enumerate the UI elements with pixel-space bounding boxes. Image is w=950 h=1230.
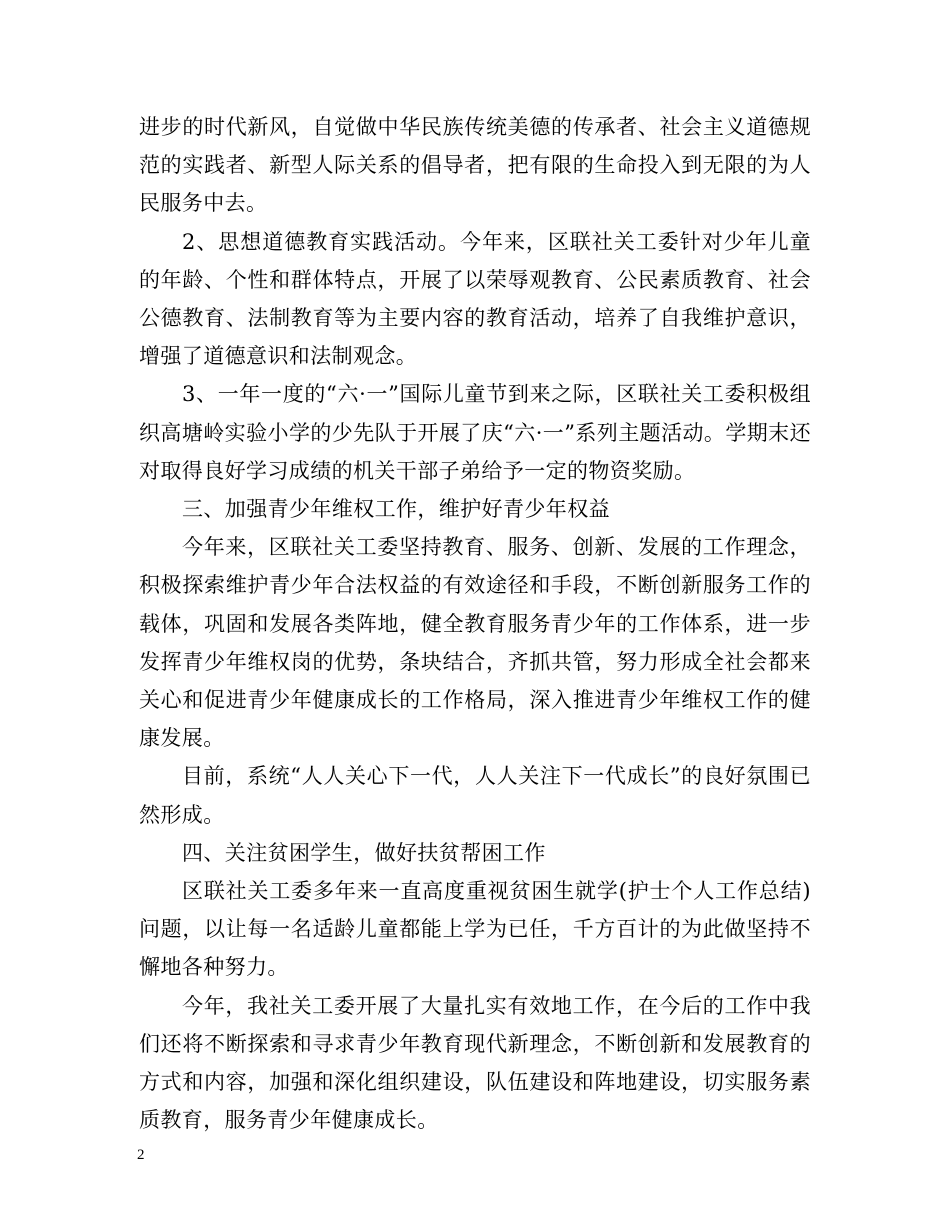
paragraph: 今年来，区联社关工委坚持教育、服务、创新、发展的工作理念，积极探索维护青少年合法权益的有效途径和手段，不断创新服务工作的载体，巩固和发展各类阵地，健全教育服务青少年的工作体系，进一步发挥青少年维权岗的优势，条块结合，齐抓共管，努力形成全社会都来关心和促进青少年健康成长的工作格局，深入推进青少年维权工作的健康发展。	[139, 535, 811, 751]
paragraph: 区联社关工委多年来一直高度重视贫困生就学(护士个人工作总结)问题，以让每一名适龄儿童都能上学为已任，千方百计的为此做坚持不懈地各种努力。	[139, 879, 811, 980]
paragraph: 3、一年一度的“六·一”国际儿童节到来之际，区联社关工委积极组织高塘岭实验小学的少先队于开展了庆“六·一”系列主题活动。学期末还对取得良好学习成绩的机关干部子弟给予一定的物资奖励。	[139, 382, 811, 483]
paragraph: 进步的时代新风，自觉做中华民族传统美德的传承者、社会主义道德规范的实践者、新型人际关系的倡导者，把有限的生命投入到无限的为人民服务中去。	[139, 115, 811, 216]
paragraph: 目前，系统“人人关心下一代，人人关注下一代成长”的良好氛围已然形成。	[139, 764, 811, 827]
section-heading: 四、关注贫困学生，做好扶贫帮困工作	[182, 840, 546, 865]
document-body	[139, 108, 811, 1139]
section-heading: 三、加强青少年维权工作，维护好青少年权益	[182, 497, 610, 522]
paragraph: 今年，我社关工委开展了大量扎实有效地工作，在今后的工作中我们还将不断探索和寻求青少年教育现代新理念，不断创新和发展教育的方式和内容，加强和深化组织建设，队伍建设和阵地建设，切实服务素质教育，服务青少年健康成长。	[139, 993, 811, 1133]
page-number: 2	[137, 1147, 145, 1163]
paragraph: 2、思想道德教育实践活动。今年来，区联社关工委针对少年儿童的年龄、个性和群体特点，开展了以荣辱观教育、公民素质教育、社会公德教育、法制教育等为主要内容的教育活动，培养了自我维护意识，增强了道德意识和法制观念。	[139, 229, 811, 369]
